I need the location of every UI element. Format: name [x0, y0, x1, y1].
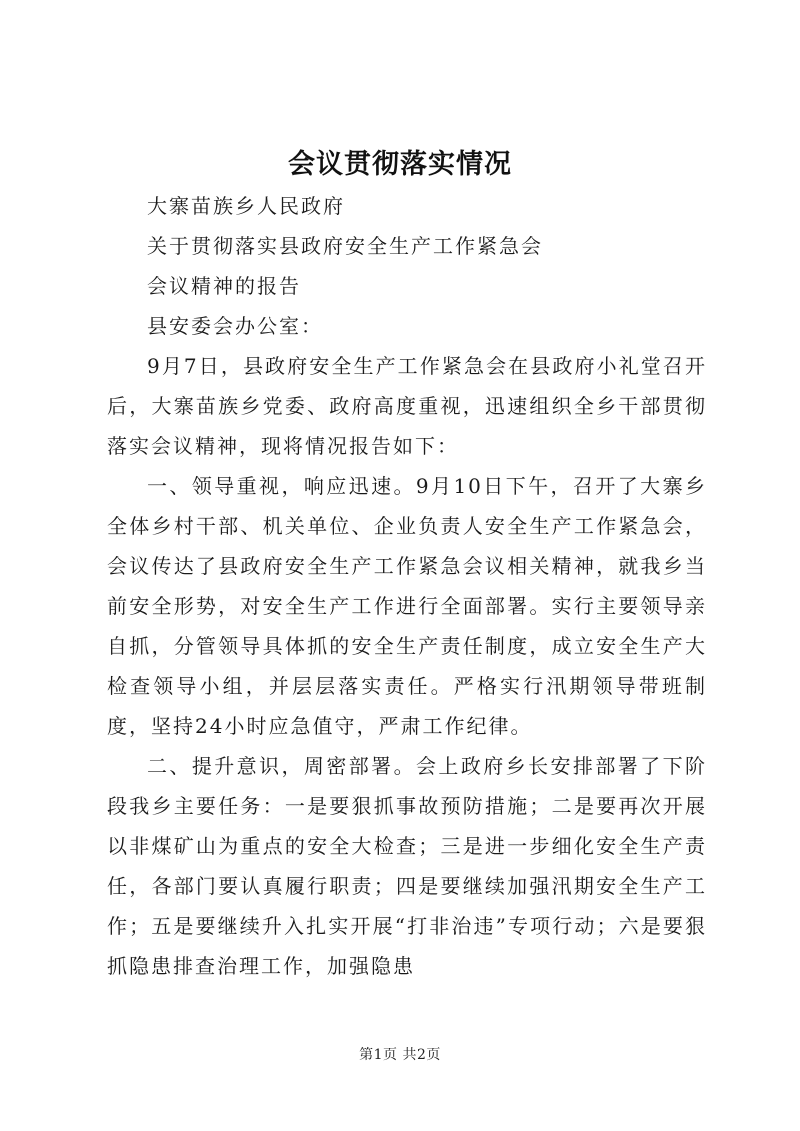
paragraph-subject-line-1: 关于贯彻落实县政府安全生产工作紧急会	[147, 234, 543, 258]
document-title: 会议贯彻落实情况	[288, 149, 512, 180]
paragraph-intro: 9月7日，县政府安全生产工作紧急会在县政府小礼堂召开后，大寨苗族乡党委、政府高度重视，迅速组织全乡干部贯彻落实会议精神，现将情况报告如下：	[107, 354, 707, 458]
paragraph-subject-line-2: 会议精神的报告	[147, 274, 301, 298]
document-body	[107, 186, 707, 986]
paragraph-recipient: 县安委会办公室：	[147, 314, 323, 338]
page-number-footer: 第1页 共2页	[359, 1047, 441, 1063]
paragraph-section-two: 二、提升意识，周密部署。会上政府乡长安排部署了下阶段我乡主要任务：一是要狠抓事故预防措施；二是要再次开展以非煤矿山为重点的安全大检查；三是进一步细化安全生产责任，各部门要认真履行职责；四是要继续加强汛期安全生产工作；五是要继续升入扎实开展“打非治违”专项行动；六是要狠抓隐患排查治理工作，加强隐患	[107, 754, 707, 978]
paragraph-issuer: 大寨苗族乡人民政府	[147, 194, 345, 218]
paragraph-section-one: 一、领导重视，响应迅速。9月10日下午，召开了大寨乡全体乡村干部、机关单位、企业负责人安全生产工作紧急会，会议传达了县政府安全生产工作紧急会议相关精神，就我乡当前安全形势，对安全生产工作进行全面部署。实行主要领导亲自抓，分管领导具体抓的安全生产责任制度，成立安全生产大检查领导小组，并层层落实责任。严格实行汛期领导带班制度，坚持24小时应急值守，严肃工作纪律。	[107, 474, 707, 738]
